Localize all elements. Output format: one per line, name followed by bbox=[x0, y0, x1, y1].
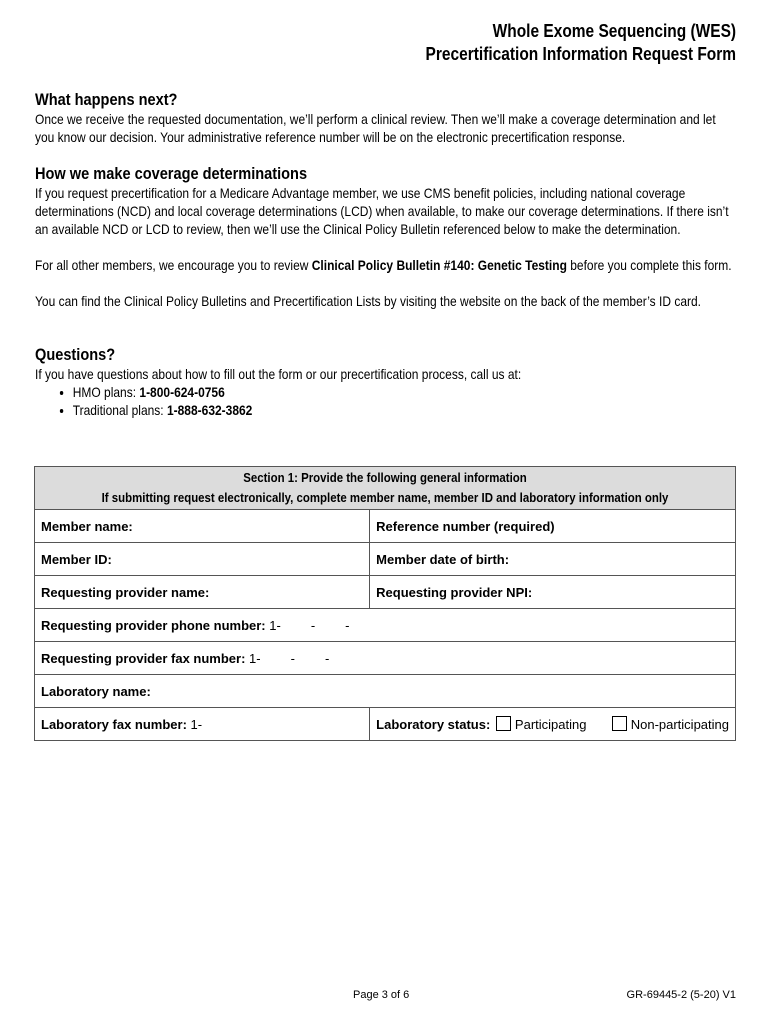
lab-name-field[interactable] bbox=[35, 675, 736, 708]
reference-number-label: Reference number (required) bbox=[376, 518, 555, 534]
dash: - bbox=[324, 650, 330, 666]
member-dob-field[interactable] bbox=[370, 543, 736, 576]
form-id: GR-69445-2 (5-20) V1 bbox=[626, 989, 736, 1001]
plan-label: HMO plans: bbox=[72, 384, 140, 400]
dash: - bbox=[290, 650, 295, 666]
lab-fax-field[interactable] bbox=[35, 708, 370, 741]
provider-npi-label: Requesting provider NPI: bbox=[376, 584, 533, 600]
non-participating-label: Non-participating bbox=[630, 717, 729, 732]
member-name-label: Member name: bbox=[41, 518, 133, 534]
title-line-1: Whole Exome Sequencing (WES) bbox=[492, 21, 736, 41]
provider-fax-field[interactable] bbox=[35, 642, 736, 675]
phone-list bbox=[35, 383, 738, 419]
questions-section bbox=[35, 345, 738, 419]
coverage-para-1: If you request precertification for a Medicare Advantage member, we use CMS benefit policies, including national coverage determinations (NCD) and local coverage determinations (LCD) when available, to make our coverage determinations. If there isn’t an available NCD or LCD to review, then we’ll use the Clinical Policy Bulletin referenced below to make the determination. bbox=[35, 185, 729, 237]
plan-label: Traditional plans: bbox=[72, 402, 167, 418]
participating-label: Participating bbox=[514, 717, 587, 732]
provider-npi-field[interactable] bbox=[370, 576, 736, 609]
coverage-section bbox=[35, 164, 738, 310]
section-1-subtitle: If submitting request electronically, complete member name, member ID and laboratory information only bbox=[101, 490, 669, 505]
phone-number: 1-800-624-0756 bbox=[139, 384, 225, 400]
coverage-heading: How we make coverage determinations bbox=[35, 164, 308, 183]
list-item bbox=[73, 383, 738, 401]
coverage-para-2 bbox=[35, 256, 738, 274]
provider-phone-field[interactable] bbox=[35, 609, 736, 642]
section-1-header bbox=[35, 467, 736, 510]
questions-heading: Questions? bbox=[35, 345, 116, 364]
list-item bbox=[73, 401, 738, 419]
coverage-para-2-suffix: before you complete this form. bbox=[566, 257, 732, 273]
member-id-field[interactable] bbox=[35, 543, 370, 576]
provider-fax-label: Requesting provider fax number: bbox=[41, 650, 246, 666]
phone-number: 1-888-632-3862 bbox=[166, 402, 253, 418]
provider-name-label: Requesting provider name: bbox=[41, 584, 210, 600]
dash: - bbox=[345, 617, 350, 633]
member-dob-label: Member date of birth: bbox=[376, 551, 510, 567]
section-1-title: Section 1: Provide the following general information bbox=[243, 470, 527, 485]
member-id-label: Member ID: bbox=[41, 551, 112, 567]
what-happens-next-heading: What happens next? bbox=[35, 90, 178, 109]
coverage-para-2-prefix: For all other members, we encourage you to review bbox=[35, 257, 312, 273]
lab-name-label: Laboratory name: bbox=[41, 683, 151, 699]
title-line-2: Precertification Information Request Form bbox=[425, 44, 736, 64]
dash: - bbox=[310, 617, 316, 633]
section-1-table bbox=[34, 466, 736, 741]
what-happens-next-section bbox=[35, 90, 738, 146]
provider-name-field[interactable] bbox=[35, 576, 370, 609]
form-title bbox=[425, 20, 736, 66]
lab-fax-label: Laboratory fax number: bbox=[41, 716, 187, 732]
lab-status-field bbox=[370, 708, 736, 741]
coverage-para-3: You can find the Clinical Policy Bulletins and Precertification Lists by visiting the website on the back of the member’s ID card. bbox=[35, 293, 702, 309]
lab-status-label: Laboratory status: bbox=[376, 717, 491, 732]
participating-checkbox[interactable] bbox=[496, 716, 511, 731]
provider-phone-label: Requesting provider phone number: bbox=[41, 617, 266, 633]
policy-bulletin-link: Clinical Policy Bulletin #140: Genetic Testing bbox=[311, 257, 567, 273]
what-happens-next-body: Once we receive the requested documentation, we’ll perform a clinical review. Then we’ll make a coverage determination and let you know our decision. Your administrative reference number will be on the electronic precertification response. bbox=[35, 111, 716, 145]
reference-number-field[interactable] bbox=[370, 510, 736, 543]
fax-prefix: 1- bbox=[249, 650, 261, 666]
non-participating-checkbox[interactable] bbox=[612, 716, 627, 731]
lab-fax-prefix: 1- bbox=[190, 716, 203, 732]
page-number: Page 3 of 6 bbox=[353, 989, 410, 1001]
phone-prefix: 1- bbox=[269, 617, 281, 633]
member-name-field[interactable] bbox=[35, 510, 370, 543]
questions-intro: If you have questions about how to fill out the form or our precertification process, call us at: bbox=[35, 366, 522, 382]
